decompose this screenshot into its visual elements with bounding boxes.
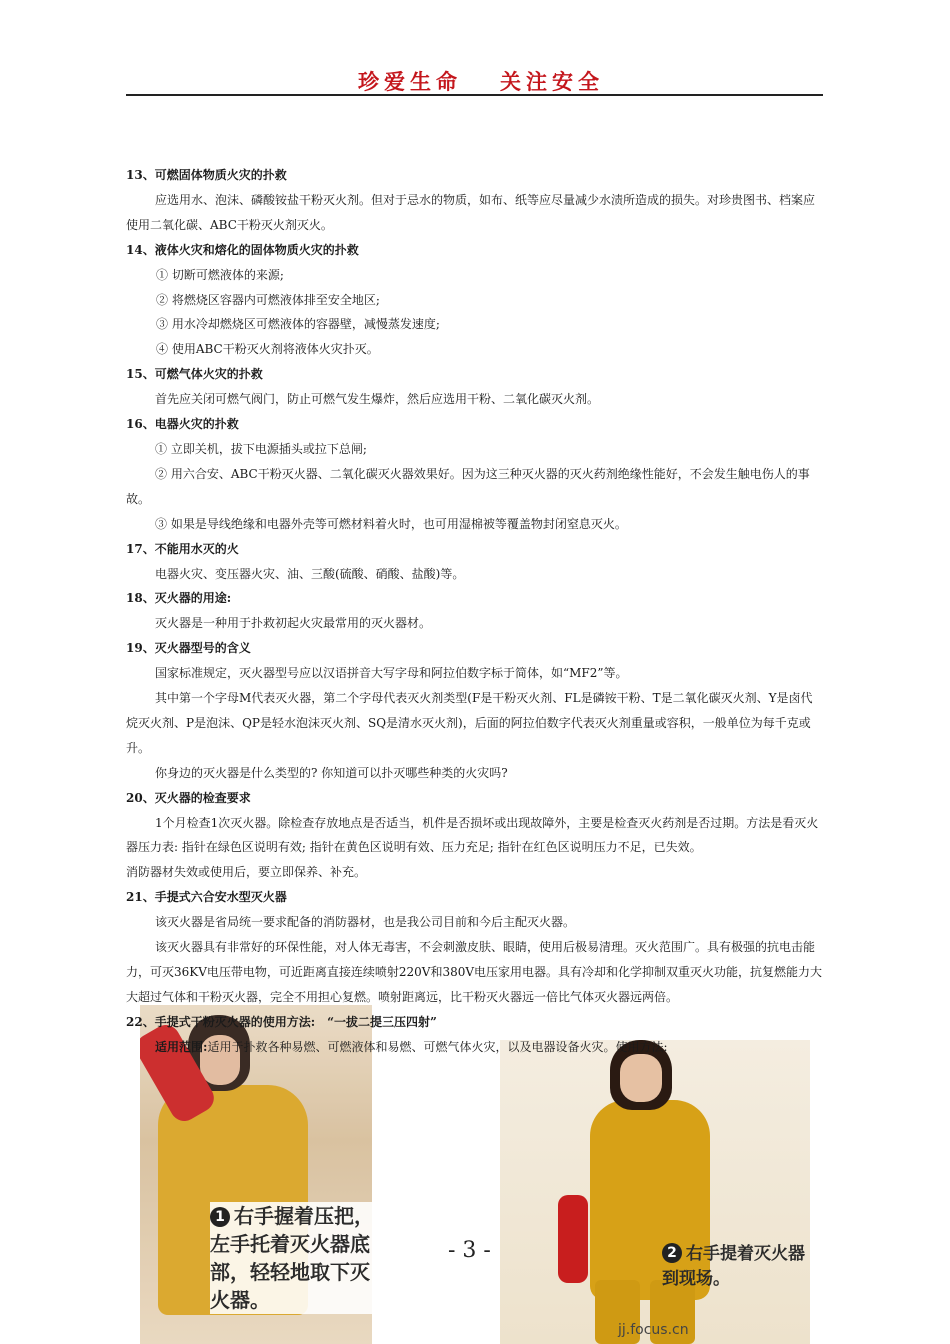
paragraph: ② 用六合安、ABC干粉灭火器、二氧化碳灭火器效果好。因为这三种灭火器的灭火药剂绝缘性能好，不会发生触电伤人的事故。 <box>126 466 810 506</box>
extinguisher-photo-right <box>500 1040 810 1344</box>
caption-text: 右手握着压把，左手托着灭火器底部，轻轻地取下灭火器。 <box>210 1204 374 1312</box>
caption-step-2 <box>662 1242 812 1292</box>
caption-step-1 <box>210 1202 380 1314</box>
step-number-badge: 1 <box>210 1207 230 1227</box>
paragraph: 其中第一个字母M代表灭火器，第二个字母代表灭火剂类型(F是干粉灭火剂、FL是磷铵干粉、T是二氧化碳灭火剂、Y是卤代烷灭火剂、P是泡沫、QP是轻水泡沫灭火剂、SQ是清水灭火剂)，后面的阿拉伯数字代表灭火剂重量或容积，一般单位为每千克或升。 <box>126 691 813 755</box>
paragraph: 该灭火器是省局统一要求配备的消防器材，也是我公司目前和今后主配灭火器。 <box>155 915 576 930</box>
list-item: ② 将燃烧区容器内可燃液体排至安全地区; <box>156 292 380 307</box>
scope-text: 适用于扑救各种易燃、可燃液体和易燃、可燃气体火灾，以及电器设备火灾。使用方法: <box>207 1039 668 1054</box>
paragraph: 首先应关闭可燃气阀门，防止可燃气发生爆炸，然后应选用干粉、二氧化碳灭火剂。 <box>155 392 600 407</box>
list-item: ① 切断可燃液体的来源; <box>156 267 284 282</box>
section-heading: 21、手提式六合安水型灭火器 <box>126 890 287 905</box>
header-title-left: 珍爱生命 <box>358 69 462 94</box>
paragraph: 1个月检查1次灭火器。除检查存放地点是否适当，机件是否损坏或出现故障外，主要是检查灭火药剂是否过期。方法是看灭火器压力表: 指针在绿色区说明有效; 指针在黄色区说明有效、压力充足; 指针在红色区说明压力不足，已失效。 <box>126 815 819 855</box>
section-heading: 22、手提式干粉灭火器的使用方法: “一拔二提三压四射” <box>126 1014 437 1029</box>
paragraph: 消防器材失效或使用后，要立即保养、补充。 <box>126 865 367 880</box>
scope-paragraph <box>126 1035 824 1060</box>
list-item: ④ 使用ABC干粉灭火剂将液体火灾扑灭。 <box>156 342 379 357</box>
section-heading: 15、可燃气体火灾的扑救 <box>126 367 263 382</box>
paragraph: ① 立即关机，拔下电源插头或拉下总闸; <box>155 441 367 456</box>
paragraph: 灭火器是一种用于扑救初起火灾最常用的灭火器材。 <box>155 616 432 631</box>
paragraph: 你身边的灭火器是什么类型的? 你知道可以扑灭哪些种类的火灾吗? <box>155 765 508 780</box>
section-heading: 18、灭火器的用途: <box>126 591 232 606</box>
person-face <box>620 1054 662 1102</box>
paragraph: ③ 如果是导线绝缘和电器外壳等可燃材料着火时，也可用湿棉被等覆盖物封闭窒息灭火。 <box>155 516 627 531</box>
scope-label: 适用范围: <box>155 1039 208 1054</box>
section-heading: 20、灭火器的检查要求 <box>126 790 251 805</box>
page-number: - 3 - <box>448 1238 491 1263</box>
watermark: jj.focus.cn <box>618 1322 689 1338</box>
section-heading: 16、电器火灾的扑救 <box>126 417 239 432</box>
section-heading: 19、灭火器型号的含义 <box>126 641 251 656</box>
caption-text: 右手提着灭火器到现场。 <box>662 1244 805 1289</box>
section-heading: 13、可燃固体物质火灾的扑救 <box>126 168 287 182</box>
list-item: ③ 用水冷却燃烧区可燃液体的容器壁，减慢蒸发速度; <box>156 317 440 332</box>
page-header <box>126 64 823 96</box>
fire-extinguisher-icon <box>558 1195 588 1283</box>
paragraph: 电器火灾、变压器火灾、油、三酸(硫酸、硝酸、盐酸)等。 <box>155 566 465 581</box>
section-heading: 17、不能用水灭的火 <box>126 541 239 556</box>
paragraph: 国家标准规定，灭火器型号应以汉语拼音大写字母和阿拉伯数字标于简体，如“MF2”等。 <box>155 666 628 681</box>
paragraph: 该灭火器具有非常好的环保性能，对人体无毒害，不会刺激皮肤、眼睛，使用后极易清理。灭火范围广。具有极强的抗电击能力，可灭36KV电压带电物，可近距离直接连续喷射220V和380V电压家用电器。具有冷却和化学抑制双重灭火功能，抗复燃能力大大超过气体和干粉灭火器，完全不用担心复燃。喷射距离远，比干粉灭火器远一倍比气体灭火器远两倍。 <box>126 940 823 1004</box>
step-number-badge: 2 <box>662 1243 682 1263</box>
section-heading: 14、液体火灾和熔化的固体物质火灾的扑救 <box>126 242 359 257</box>
document-body <box>126 163 824 1060</box>
header-title-right: 关注安全 <box>500 69 604 94</box>
paragraph: 应选用水、泡沫、磷酸铵盐干粉灭火剂。但对于忌水的物质，如布、纸等应尽量减少水渍所造成的损失。对珍贵图书、档案应使用二氧化碳、ABC干粉灭火剂灭火。 <box>126 192 816 232</box>
